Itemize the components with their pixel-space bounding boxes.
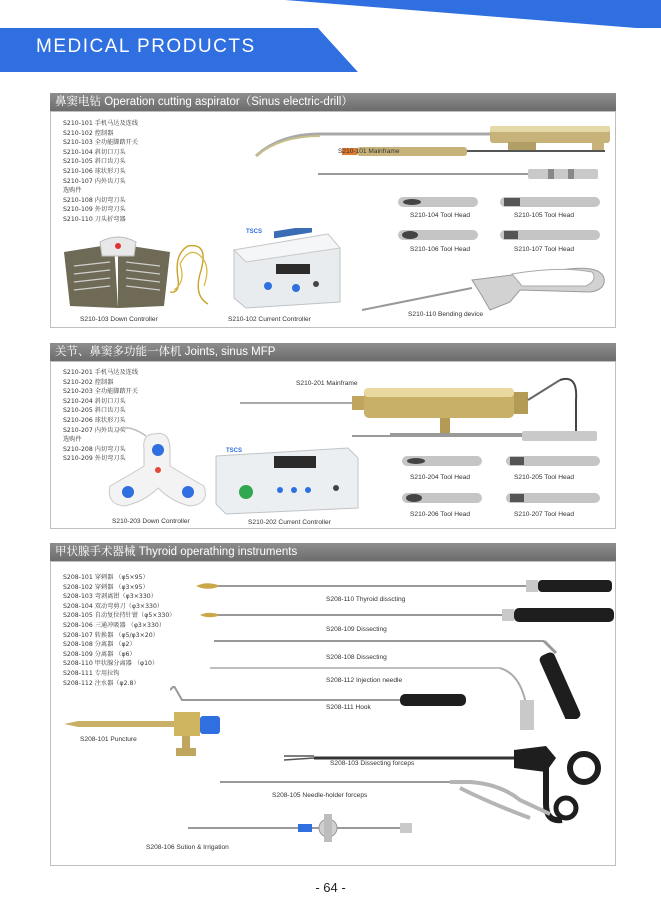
part-item: S210-201 手机马达及连线 — [63, 369, 139, 376]
current-controller-102-image — [232, 228, 342, 310]
part-item: S210-110 刀头折弯器 — [63, 215, 126, 223]
part-item: S210-209 外切弯刀头 — [63, 455, 126, 463]
part-item: S210-206 球状形刀头 — [63, 416, 126, 424]
caption-tool-head-204: S210-204 Tool Head — [410, 474, 470, 481]
tool-shaft-2-image — [352, 430, 602, 442]
device-brand-label: TSCS — [246, 229, 263, 235]
tool-head-207-image — [506, 491, 600, 505]
section-heading-joints-mfp: 关节、鼻窦多功能一体机 Joints, sinus MFP — [50, 343, 616, 361]
caption-tool-head-205: S210-205 Tool Head — [514, 474, 574, 481]
part-item: S208-112 注水器（φ2.8） — [63, 679, 140, 687]
tool-head-105-image — [500, 195, 600, 209]
caption-instrument-109: S208-109 Dissecting — [326, 626, 387, 633]
caption-tool-head-106: S210-106 Tool Head — [410, 246, 470, 253]
caption-tool-head-206: S210-206 Tool Head — [410, 511, 470, 518]
section-heading-sinus-drill: 鼻窦电钻 Operation cutting aspirator（Sinus electric-drill） — [50, 93, 616, 111]
page-number: - 64 - — [315, 880, 346, 895]
part-item: S208-102 穿刺器 （φ3×95） — [63, 583, 149, 591]
caption-mainframe-201: S210-201 Mainframe — [296, 380, 358, 387]
device-brand-label-2: TSCS — [226, 448, 243, 454]
part-item: S208-110 甲状腺分离器 （φ10） — [63, 660, 159, 668]
part-item: S208-109 分离器 （φ6） — [63, 650, 136, 658]
part-item: S210-106 球状形刀头 — [63, 167, 126, 175]
part-item: 选购件 — [63, 187, 82, 195]
caption-instrument-108: S208-108 Dissecting — [326, 654, 387, 661]
caption-mainframe-101: S210-101 Mainframe — [338, 148, 400, 155]
caption-instrument-112: S208-112 Injection needle — [326, 677, 403, 684]
part-item: S210-207 内外齿刀头 — [63, 426, 126, 434]
caption-instrument-110: S208-110 Thyroid disscting — [326, 596, 406, 603]
tool-head-206-image — [402, 491, 482, 505]
part-item: S208-103 弯剥离钳（φ3×330） — [63, 593, 157, 601]
instrument-111-image — [170, 686, 470, 710]
caption-current-controller-102: S210-102 Current Controller — [228, 316, 311, 323]
foot-controller-203-image — [106, 420, 210, 512]
caption-tool-head-107: S210-107 Tool Head — [514, 246, 574, 253]
part-item: S208-106 三通冲吸器 （φ3×330） — [63, 621, 166, 629]
part-item: 选购件 — [63, 436, 82, 444]
caption-current-controller-202: S210-202 Current Controller — [248, 519, 331, 526]
tool-head-104-image — [398, 195, 478, 209]
page-title: MEDICAL PRODUCTS — [36, 36, 256, 57]
bending-device-110-image — [360, 260, 610, 318]
part-item: S210-102 控制器 — [63, 129, 114, 137]
part-item: S208-107 转换器 （φ5/φ3×20） — [63, 631, 159, 639]
section-heading-thyroid: 甲状腺手术器械 Thyroid operathing instruments — [50, 543, 616, 561]
caption-down-controller-203: S210-203 Down Controller — [112, 518, 190, 525]
tool-head-107-image — [500, 228, 600, 242]
part-item: S210-101 手机马达及连线 — [63, 120, 139, 127]
part-item: S210-203 全功能脚踏开关 — [63, 388, 139, 396]
caption-instrument-106: S208-106 Sution & Irrigation — [146, 844, 229, 851]
tool-head-106-image — [398, 228, 478, 242]
part-item: S208-111 专用拉钩 — [63, 669, 120, 677]
parts-list-thyroid — [63, 573, 175, 688]
caption-down-controller-103: S210-103 Down Controller — [80, 316, 158, 323]
part-item: S208-104 双动弯剪刀（φ3×330） — [63, 602, 164, 610]
part-item: S210-103 全功能脚踏开关 — [63, 139, 139, 147]
tool-shaft-image — [318, 168, 613, 180]
instrument-106-image — [188, 814, 418, 842]
foot-controller-103-image — [60, 234, 220, 314]
instrument-110-image — [196, 578, 616, 594]
caption-instrument-101: S208-101 Puncture — [80, 736, 137, 743]
caption-instrument-103: S208-103 Dissecting forceps — [330, 760, 415, 767]
part-item: S210-104 斜切口刀头 — [63, 148, 126, 156]
caption-tool-head-207: S210-207 Tool Head — [514, 511, 574, 518]
instrument-109-image — [200, 607, 616, 623]
tool-head-204-image — [402, 454, 482, 468]
part-item: S210-204 斜切口刀头 — [63, 397, 126, 405]
part-item: S210-208 内切弯刀头 — [63, 445, 126, 453]
caption-bending-device-110: S210-110 Bending device — [408, 311, 484, 318]
part-item: S210-205 斜口齿刀头 — [63, 407, 126, 415]
part-item: S210-202 控制器 — [63, 378, 114, 386]
caption-tool-head-105: S210-105 Tool Head — [514, 212, 574, 219]
part-item: S208-105 自动复位持针钳（φ5×330） — [63, 612, 176, 620]
part-item: S208-108 分离器 （φ2） — [63, 641, 136, 649]
part-item: S210-105 斜口齿刀头 — [63, 158, 126, 166]
part-item: S210-109 外切弯刀头 — [63, 206, 126, 214]
caption-tool-head-104: S210-104 Tool Head — [410, 212, 470, 219]
caption-instrument-105: S208-105 Needle-holder forceps — [272, 792, 368, 799]
part-item: S208-101 穿刺器 （φ5×95） — [63, 574, 149, 581]
tool-head-205-image — [506, 454, 600, 468]
part-item: S210-107 内外齿刀头 — [63, 177, 126, 185]
page-header — [0, 0, 661, 72]
caption-instrument-111: S208-111 Hook — [326, 704, 371, 711]
parts-list-sinus-drill — [63, 119, 138, 225]
part-item: S210-108 内切弯刀头 — [63, 196, 126, 204]
